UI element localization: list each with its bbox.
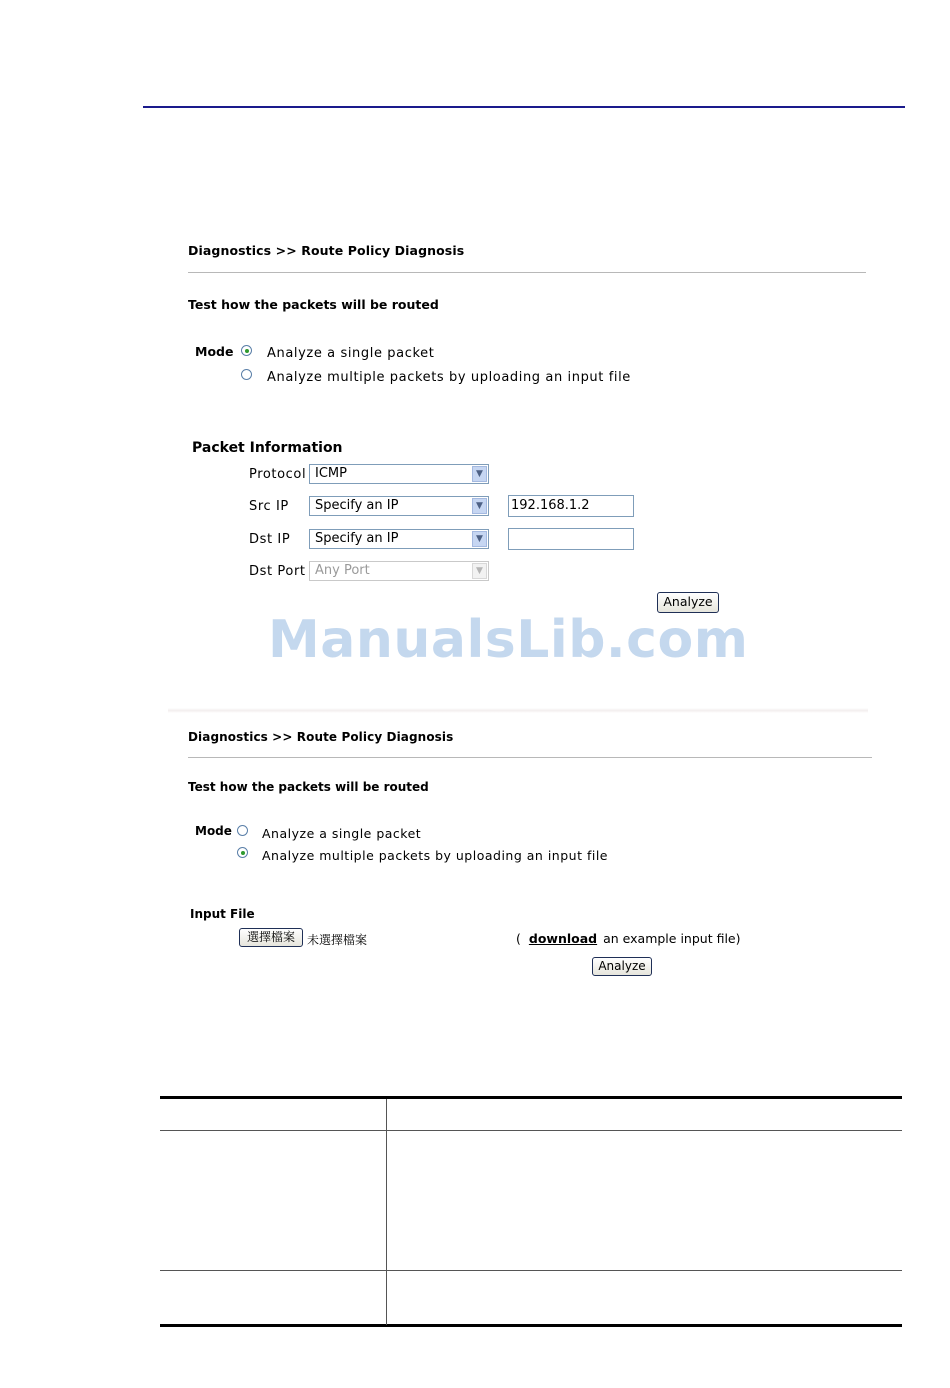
download-hint xyxy=(516,931,740,946)
table-header-divider xyxy=(160,1130,902,1131)
download-hint-open: ( xyxy=(516,931,521,946)
mode-label: Mode xyxy=(195,344,234,359)
dst-port-select xyxy=(309,561,489,581)
breadcrumb-divider xyxy=(188,272,866,273)
protocol-select-value: ICMP xyxy=(315,466,347,481)
dst-ip-select-value: Specify an IP xyxy=(315,531,399,546)
radio-multiple-packets[interactable] xyxy=(241,369,252,380)
chevron-down-icon: ▼ xyxy=(472,563,487,579)
src-ip-select-value: Specify an IP xyxy=(315,498,399,513)
mode-label: Mode xyxy=(195,824,232,838)
chevron-down-icon: ▼ xyxy=(472,498,487,514)
panel-separator xyxy=(168,708,868,713)
breadcrumb: Diagnostics >> Route Policy Diagnosis xyxy=(188,243,465,258)
table-top-border xyxy=(160,1096,902,1099)
src-ip-select[interactable] xyxy=(309,496,489,516)
radio-multiple-packets-label: Analyze multiple packets by uploading an input file xyxy=(267,370,631,385)
breadcrumb: Diagnostics >> Route Policy Diagnosis xyxy=(188,730,454,744)
table-column-divider xyxy=(386,1099,387,1325)
panel-subtitle: Test how the packets will be routed xyxy=(188,780,429,794)
dst-ip-select[interactable] xyxy=(309,529,489,549)
radio-single-packet[interactable] xyxy=(241,345,252,356)
download-link[interactable]: download xyxy=(528,931,598,946)
panel-subtitle: Test how the packets will be routed xyxy=(188,297,439,312)
radio-multiple-packets-label: Analyze multiple packets by uploading an input file xyxy=(262,848,608,863)
table-row-divider xyxy=(160,1270,902,1271)
analyze-button[interactable]: Analyze xyxy=(592,957,652,976)
radio-single-packet-label: Analyze a single packet xyxy=(267,346,435,361)
protocol-label: Protocol xyxy=(249,467,307,482)
packet-information-title: Packet Information xyxy=(192,440,343,456)
src-ip-input[interactable]: 192.168.1.2 xyxy=(508,495,634,517)
radio-multiple-packets[interactable] xyxy=(237,847,248,858)
watermark-logo: ManualsLib.com xyxy=(268,610,749,670)
breadcrumb-divider xyxy=(188,757,872,758)
src-ip-label: Src IP xyxy=(249,499,289,514)
input-file-title: Input File xyxy=(190,907,255,921)
download-hint-text: an example input file) xyxy=(603,931,741,946)
radio-single-packet[interactable] xyxy=(237,825,248,836)
choose-file-button[interactable]: 選擇檔案 xyxy=(239,928,303,947)
analyze-button[interactable]: Analyze xyxy=(657,592,719,613)
table-bottom-border xyxy=(160,1324,902,1327)
dst-ip-label: Dst IP xyxy=(249,532,291,547)
chevron-down-icon: ▼ xyxy=(472,531,487,547)
protocol-select[interactable] xyxy=(309,464,489,484)
no-file-chosen-text: 未選擇檔案 xyxy=(307,933,368,947)
dst-port-select-value: Any Port xyxy=(315,563,370,578)
radio-single-packet-label: Analyze a single packet xyxy=(262,826,422,841)
dst-ip-input[interactable] xyxy=(508,528,634,550)
page-header-rule xyxy=(143,106,905,108)
chevron-down-icon: ▼ xyxy=(472,466,487,482)
dst-port-label: Dst Port xyxy=(249,564,306,579)
